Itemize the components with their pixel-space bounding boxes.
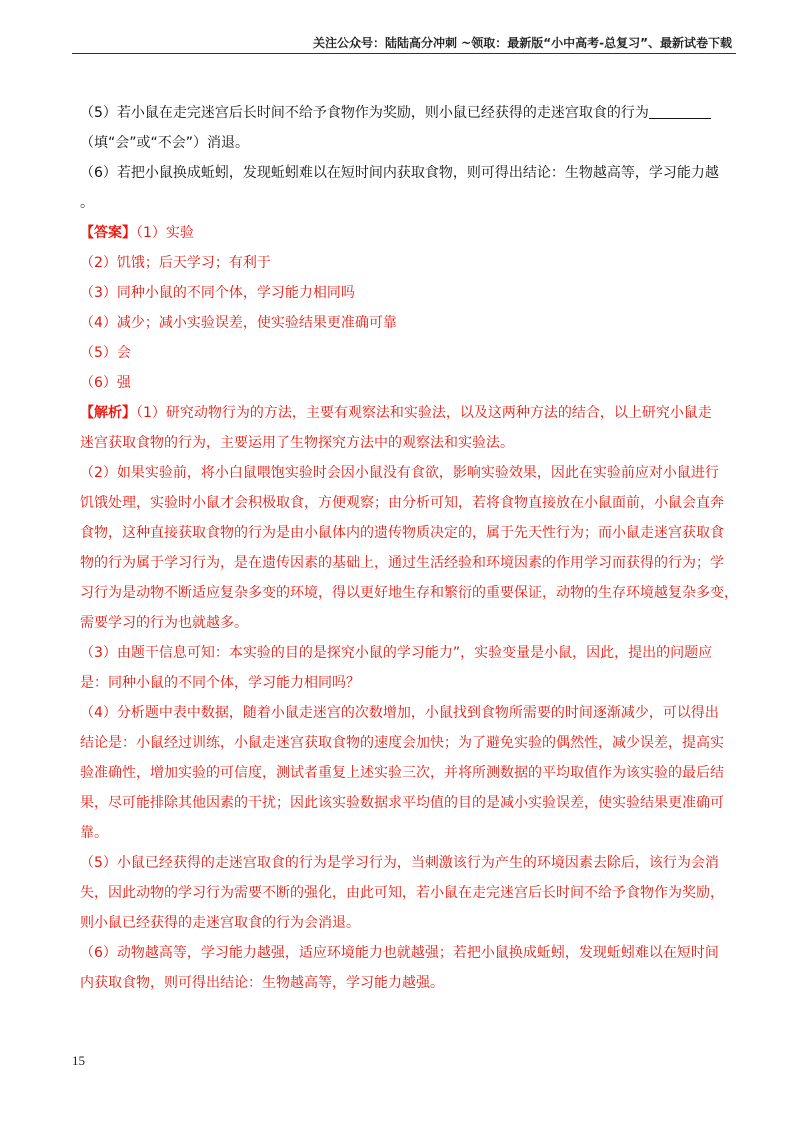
- answer-5: （5）会: [80, 345, 131, 361]
- answer-6: （6）强: [80, 375, 131, 391]
- question-5-line-1: （5）若小鼠在走完迷宫后长时间不给予食物作为奖励，则小鼠已经获得的走迷宫取食的行为: [80, 98, 740, 128]
- analysis-p4-line-2: 结论是：小鼠经过训练，小鼠走迷宫获取食物的速度会加快；为了避免实验的偶然性，减少误差，提高实: [80, 735, 724, 751]
- analysis-p2-line-3: 食物，这种直接获取食物的行为是由小鼠体内的遗传物质决定的，属于先天性行为；而小鼠走迷宫获取食: [80, 525, 724, 541]
- question-6-line-1: （6）若把小鼠换成蚯蚓，发现蚯蚓难以在短时间内获取食物，则可得出结论：生物越高等，学习能力越: [80, 165, 719, 181]
- answer-blank: [649, 102, 711, 119]
- analysis-p1-line-1: 【解析】（1）研究动物行为的方法，主要有观察法和实验法，以及这两种方法的结合，以上研究小鼠走: [80, 405, 712, 421]
- analysis-p4-line-1: （4）分析题中表中数据，随着小鼠走迷宫的次数增加，小鼠找到食物所需要的时间逐渐减少，可以得出: [80, 705, 719, 721]
- analysis-p4-line-3: 验准确性，增加实验的可信度，测试者重复上述实验三次，并将所测数据的平均取值作为该实验的最后结: [80, 765, 724, 781]
- analysis-p5-line-3: 则小鼠已经获得的走迷宫取食的行为会消退。: [80, 915, 360, 931]
- answer-3: （3）同种小鼠的不同个体，学习能力相同吗: [80, 285, 355, 301]
- answer-1: 【答案】（1）实验: [80, 225, 194, 241]
- analysis-p5-line-2: 失，因此动物的学习行为需要不断的强化，由此可知，若小鼠在走完迷宫后长时间不给予食物作为奖励，: [80, 885, 724, 901]
- analysis-p5-line-1: （5）小鼠已经获得的走迷宫取食的行为是学习行为，当刺激该行为产生的环境因素去除后，该行为会消: [80, 855, 719, 871]
- analysis-p2-line-6: 需要学习的行为也就越多。: [80, 615, 248, 631]
- question-6-line-2: 。: [80, 195, 94, 211]
- analysis-p2-line-4: 物的行为属于学习行为，是在遗传因素的基础上，通过生活经验和环境因素的作用学习而获得的行为；学: [80, 555, 724, 571]
- header-divider: [72, 53, 736, 54]
- answer-4: （4）减少；减小实验误差，使实验结果更准确可靠: [80, 315, 397, 331]
- analysis-p4-line-5: 靠。: [80, 825, 108, 841]
- document-body: [80, 98, 740, 998]
- analysis-p4-line-4: 果，尽可能排除其他因素的干扰；因此该实验数据求平均值的目的是减小实验误差，使实验结果更准确可: [80, 795, 724, 811]
- analysis-p6-line-2: 内获取食物，则可得出结论：生物越高等，学习能力越强。: [80, 975, 444, 991]
- analysis-p2-line-2: 饥饿处理，实验时小鼠才会积极取食，方便观察；由分析可知，若将食物直接放在小鼠面前，小鼠会直奔: [80, 495, 724, 511]
- analysis-p1-line-2: 迷宫获取食物的行为，主要运用了生物探究方法中的观察法和实验法。: [80, 435, 514, 451]
- question-5-line-2: （填“会”或“不会”）消退。: [80, 135, 250, 151]
- analysis-p3-line-2: 是：同种小鼠的不同个体，学习能力相同吗？: [80, 675, 360, 691]
- analysis-p6-line-1: （6）动物越高等，学习能力越强，适应环境能力也就越强；若把小鼠换成蚯蚓，发现蚯蚓难以在短时间: [80, 945, 719, 961]
- answer-2: （2）饥饿；后天学习；有利于: [80, 255, 271, 271]
- analysis-p3-line-1: （3）由题干信息可知：本实验的目的是探究小鼠的学习能力”，实验变量是小鼠，因此，提出的问题应: [80, 645, 713, 661]
- analysis-label: 【解析】: [80, 405, 136, 421]
- analysis-p2-line-5: 习行为是动物不断适应复杂多变的环境，得以更好地生存和繁衍的重要保证，动物的生存环境越复杂多变，: [80, 585, 738, 601]
- page-number: 15: [72, 1053, 85, 1068]
- answer-label: 【答案】: [80, 225, 136, 241]
- page-header: 关注公众号：陆陆高分冲刺 ~领取：最新版“小中高考-总复习”、最新试卷下载: [313, 36, 732, 50]
- analysis-p2-line-1: （2）如果实验前，将小白鼠喂饱实验时会因小鼠没有食欲，影响实验效果，因此在实验前应对小鼠进行: [80, 465, 719, 481]
